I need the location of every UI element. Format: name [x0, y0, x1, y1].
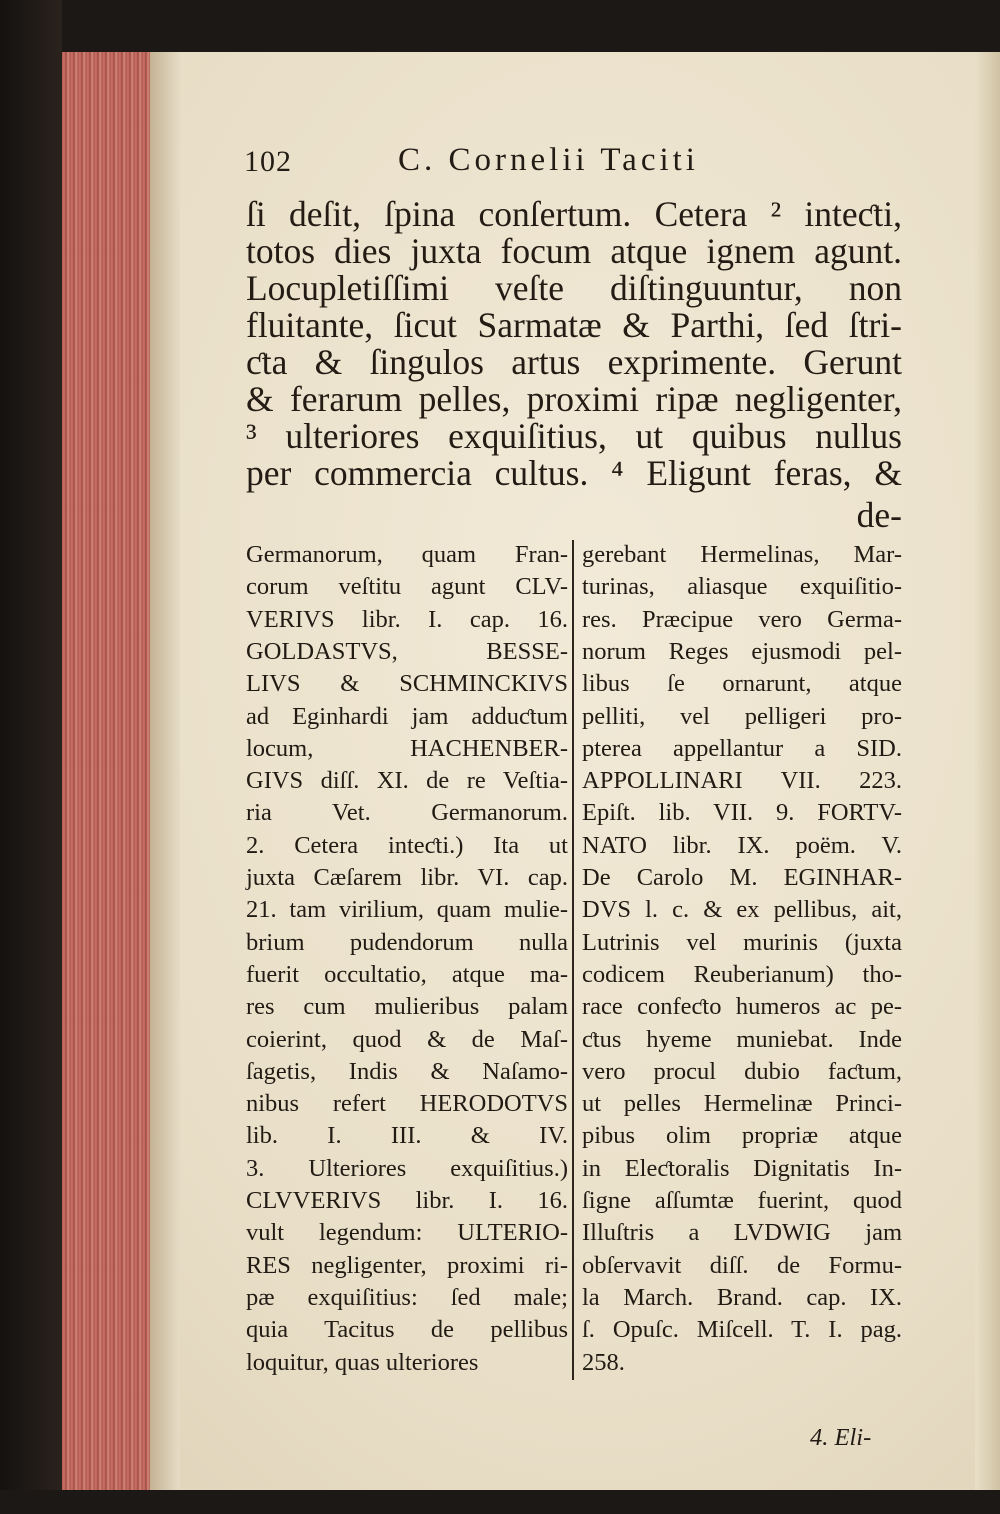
footnote-line: pibus olim propriæ atque: [582, 1122, 902, 1150]
footnote-line: ſigne aſſumtæ fuerint, quod: [582, 1187, 902, 1214]
page-number: 102: [244, 145, 292, 178]
footnote-line: race confeƈto humeros ac pe-: [582, 993, 902, 1021]
footnote-line: GIVS diſſ. XI. de re Veſtia-: [246, 767, 568, 795]
footnote-line: LIVS & SCHMINCKIVS: [246, 670, 568, 698]
footnote-line: Lutrinis vel murinis (juxta: [582, 928, 902, 956]
footnote-line: DVS l. c. & ex pellibus, ait,: [582, 896, 902, 924]
footnote-line: brium pudendorum nulla: [246, 928, 568, 956]
footnote-line: VERIVS libr. I. cap. 16.: [246, 605, 568, 633]
left-background: [0, 0, 62, 1514]
footnote-line: 258.: [582, 1348, 625, 1376]
footnote-line: locum, HACHENBER-: [246, 734, 568, 762]
footnote-line: quia Tacitus de pellibus: [246, 1316, 568, 1344]
footnote-line: nibus refert HERODOTVS: [246, 1090, 568, 1118]
footnote-line: obſervavit diſſ. de Formu-: [582, 1251, 902, 1279]
footnote-line: libus ſe ornarunt, atque: [582, 670, 902, 698]
footnote-line: APPOLLINARI VII. 223.: [582, 767, 902, 795]
page-edges: [62, 52, 152, 1490]
footnote-line: RES negligenter, proximi ri-: [246, 1251, 568, 1279]
footnote-line: gerebant Hermelinas, Mar-: [582, 541, 902, 568]
footnote-line: De Carolo M. EGINHAR-: [582, 864, 902, 891]
footnote-line: loquitur, quas ulteriores: [246, 1348, 479, 1376]
catchword: 4. Eli-: [810, 1424, 872, 1451]
footnote-line: ſagetis, Indis & Naſamo-: [246, 1057, 568, 1085]
footnote-line: Germanorum, quam Fran-: [246, 541, 568, 568]
main-text-line: Locupletiſſimi veſte diſtinguuntur, non: [246, 268, 902, 308]
main-text-line: totos dies juxta focum atque ignem agunt.: [246, 231, 902, 271]
main-text-line: ³ ulteriores exquiſitius, ut quibus nullus: [246, 416, 902, 456]
footnote-line: pæ exquiſitius: ſed male;: [246, 1283, 568, 1311]
running-title: C. Cornelii Taciti: [398, 142, 699, 178]
footnote-line: ſ. Opuſc. Miſcell. T. I. pag.: [582, 1316, 902, 1344]
footnote-line: 2. Cetera inteƈti.) Ita ut: [246, 831, 568, 859]
top-background: [0, 0, 1000, 52]
column-divider: [572, 540, 574, 1380]
footnote-line: ut pelles Hermelinæ Princi-: [582, 1090, 902, 1118]
main-text-last-word: de-: [856, 495, 902, 535]
right-page-edge: [975, 52, 1000, 1490]
main-text-line: fluitante, ſicut Sarmatæ & Parthi, ſed ſtri-: [246, 305, 902, 345]
footnote-line: res. Præcipue vero Germa-: [582, 605, 902, 633]
footnote-line: lib. I. III. & IV.: [246, 1122, 568, 1150]
main-text-line: per commercia cultus. ⁴ Eligunt feras, &: [246, 453, 902, 493]
footnote-line: ad Eginhardi jam adduƈtum: [246, 702, 568, 730]
footnote-line: coierint, quod & de Maſ-: [246, 1025, 568, 1053]
footnote-line: norum Reges ejusmodi pel-: [582, 637, 902, 665]
footnote-line: ƈtus hyeme muniebat. Inde: [582, 1025, 902, 1053]
footnote-line: pelliti, vel pelligeri pro-: [582, 702, 902, 730]
footnote-line: 21. tam virilium, quam mulie-: [246, 896, 568, 924]
footnote-line: codicem Reuberianum) tho-: [582, 960, 902, 988]
footnote-line: vero procul dubio faƈtum,: [582, 1057, 902, 1085]
footnote-line: Illuſtris a LVDWIG jam: [582, 1219, 902, 1247]
footnote-line: la March. Brand. cap. IX.: [582, 1283, 902, 1311]
footnote-line: res cum mulieribus palam: [246, 993, 568, 1021]
footnote-line: turinas, aliasque exquiſitio-: [582, 573, 902, 601]
main-text-line: ƈta & ſingulos artus exprimente. Gerunt: [246, 342, 902, 382]
bottom-background: [0, 1490, 1000, 1514]
footnote-line: 3. Ulteriores exquiſitius.): [246, 1154, 568, 1182]
footnote-line: in Eleƈtoralis Dignitatis In-: [582, 1154, 902, 1182]
footnote-line: CLVVERIVS libr. I. 16.: [246, 1187, 568, 1214]
footnote-line: corum veſtitu agunt CLV-: [246, 573, 568, 601]
main-text-line: ſi deſit, ſpina conſertum. Cetera ² inteƈti,: [246, 194, 902, 234]
footnote-line: juxta Cæſarem libr. VI. cap.: [246, 864, 568, 891]
footnote-line: vult legendum: ULTERIO-: [246, 1219, 568, 1247]
main-text-line: & ferarum pelles, proximi ripæ negligenter,: [246, 379, 902, 419]
page-gutter: [150, 52, 180, 1490]
footnote-line: GOLDASTVS, BESSE-: [246, 637, 568, 665]
footnote-line: fuerit occultatio, atque ma-: [246, 960, 568, 988]
footnote-line: Epiſt. lib. VII. 9. FORTV-: [582, 799, 902, 827]
footnote-line: NATO libr. IX. poëm. V.: [582, 831, 902, 859]
footnote-line: ria Vet. Germanorum.: [246, 799, 568, 827]
footnote-line: pterea appellantur a SID.: [582, 734, 902, 762]
